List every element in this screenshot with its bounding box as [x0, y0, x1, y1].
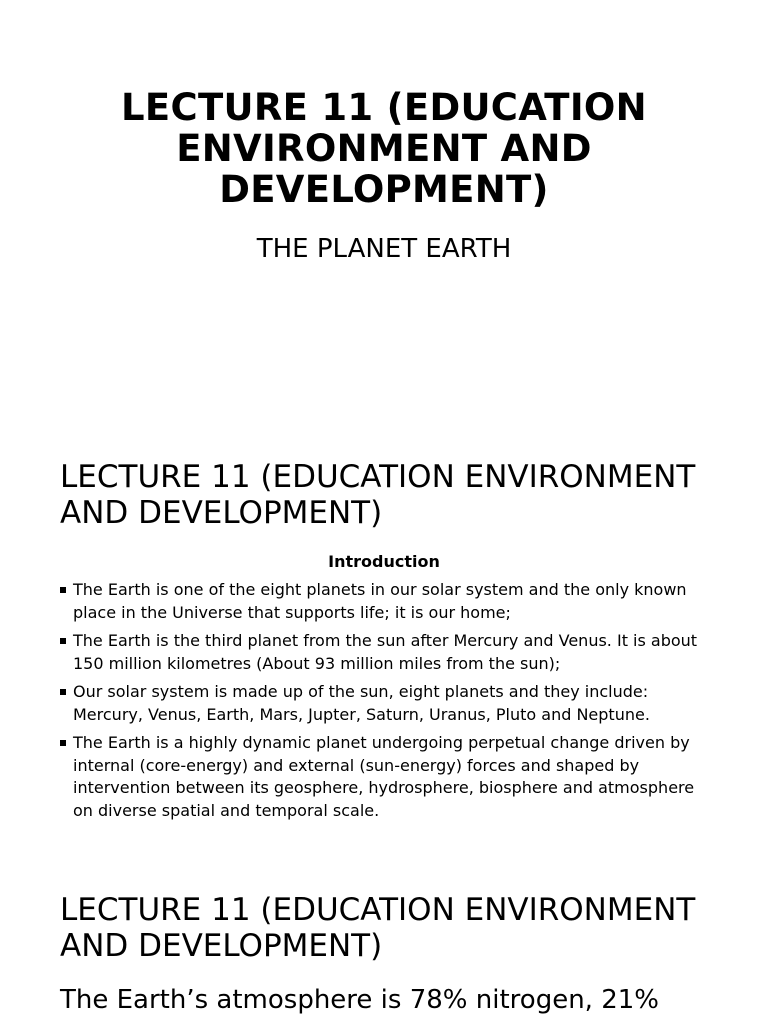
- square-bullet-icon: [60, 587, 66, 593]
- list-item: [58, 681, 718, 726]
- slide-1: [0, 0, 768, 430]
- list-item-text: Our solar system is made up of the sun, eight planets and they include: Mercury, Venus, Earth, Mars, Jupter, Saturn, Uranus, Pluto and Neptune.: [73, 682, 650, 724]
- square-bullet-icon: [60, 740, 66, 746]
- slide-2: [0, 430, 768, 870]
- list-item-text: The Earth is one of the eight planets in our solar system and the only known place in the Universe that supports life; it is our home;: [73, 580, 687, 622]
- square-bullet-icon: [60, 689, 66, 695]
- slide-2-title: LECTURE 11 (EDUCATION ENVIRONMENT AND DEVELOPMENT): [60, 459, 696, 531]
- list-item: [58, 630, 718, 675]
- list-item: [58, 732, 718, 822]
- slide-3: [0, 870, 768, 1024]
- list-item-text: The Earth is a highly dynamic planet undergoing perpetual change driven by internal (core-energy) and external (sun-energy) forces and shaped by intervention between its geosphere, hydrosphere, biosphere and atmosphere on diverse spatial and temporal scale.: [73, 733, 695, 820]
- slide-2-heading: Introduction: [328, 552, 440, 571]
- list-item-text: The Earth is the third planet from the sun after Mercury and Venus. It is about 150 million kilometres (About 93 million miles from the sun);: [73, 631, 698, 673]
- list-item: [58, 579, 718, 624]
- slide-3-title: LECTURE 11 (EDUCATION ENVIRONMENT AND DEVELOPMENT): [60, 892, 696, 964]
- slide-2-bullet-list: [58, 579, 718, 828]
- slide-3-body-text: The Earth’s atmosphere is 78% nitrogen, 21%: [60, 985, 659, 1015]
- square-bullet-icon: [60, 638, 66, 644]
- slide-1-title: LECTURE 11 (EDUCATION ENVIRONMENT AND DEVELOPMENT): [121, 86, 647, 211]
- slide-1-subtitle: THE PLANET EARTH: [256, 234, 512, 264]
